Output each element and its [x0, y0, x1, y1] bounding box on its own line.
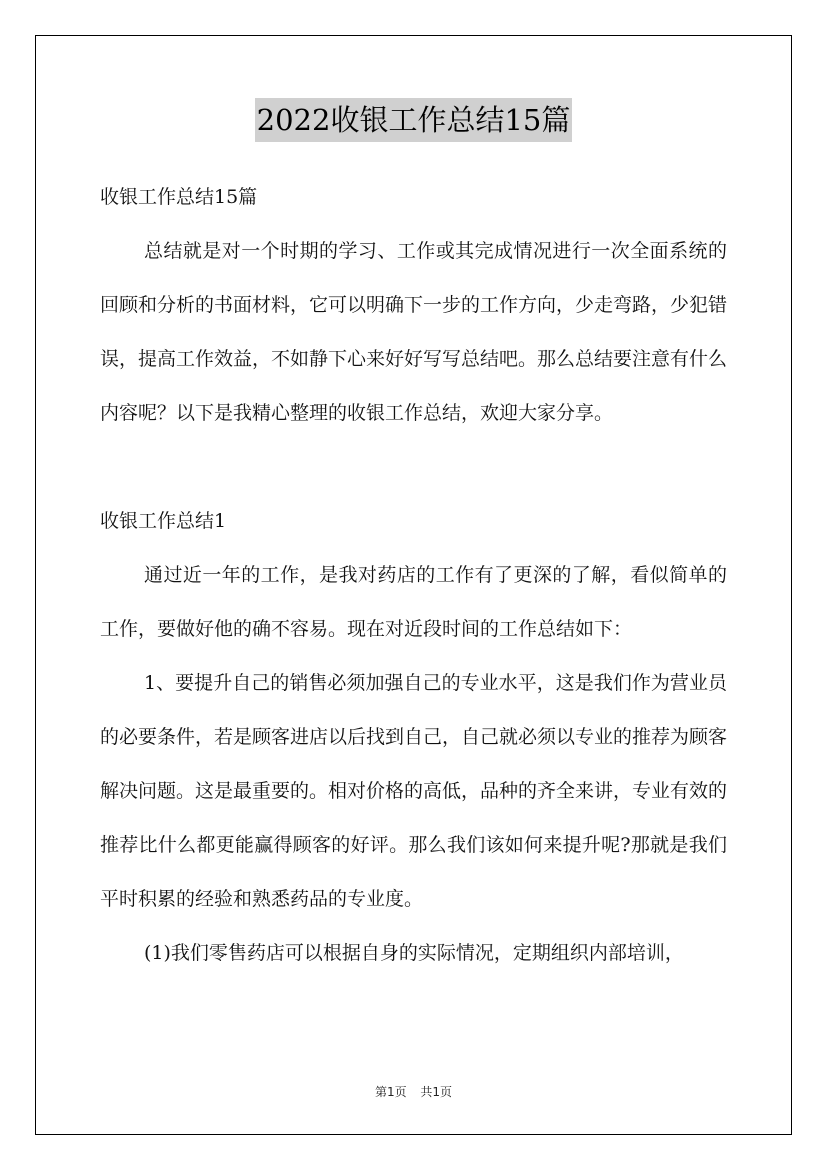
intro-paragraph: 总结就是对一个时期的学习、工作或其完成情况进行一次全面系统的回顾和分析的书面材料，它可以明确下一步的工作方向，少走弯路，少犯错误，提高工作效益，不如静下心来好好写写总结吧。那么总结要注意有什么内容呢？以下是我精心整理的收银工作总结，欢迎大家分享。: [100, 240, 728, 424]
body-paragraph-3: (1)我们零售药店可以根据自身的实际情况，定期组织内部培训，: [144, 942, 684, 964]
document-subtitle: 收银工作总结15篇: [100, 186, 258, 208]
page-number: 第1页: [374, 1085, 407, 1099]
section-heading: 收银工作总结1: [100, 510, 227, 532]
page-total: 共1页: [420, 1085, 453, 1099]
title-container: [0, 98, 827, 142]
document-body: [100, 170, 727, 980]
body-paragraph-1: 通过近一年的工作，是我对药店的工作有了更深的了解，看似简单的工作，要做好他的确不容易。现在对近段时间的工作总结如下：: [100, 564, 727, 640]
body-paragraph-2: 1、要提升自己的销售必须加强自己的专业水平，这是我们作为营业员的必要条件，若是顾客进店以后找到自己，自己就必须以专业的推荐为顾客解决问题。这是最重要的。相对价格的高低，品种的齐全来讲，专业有效的推荐比什么都更能赢得顾客的好评。那么我们该如何来提升呢?那就是我们平时积累的经验和熟悉药品的专业度。: [100, 672, 728, 910]
page-footer: [0, 1083, 827, 1100]
document-title: 2022收银工作总结15篇: [255, 98, 573, 142]
paragraph-spacer: [100, 440, 727, 494]
